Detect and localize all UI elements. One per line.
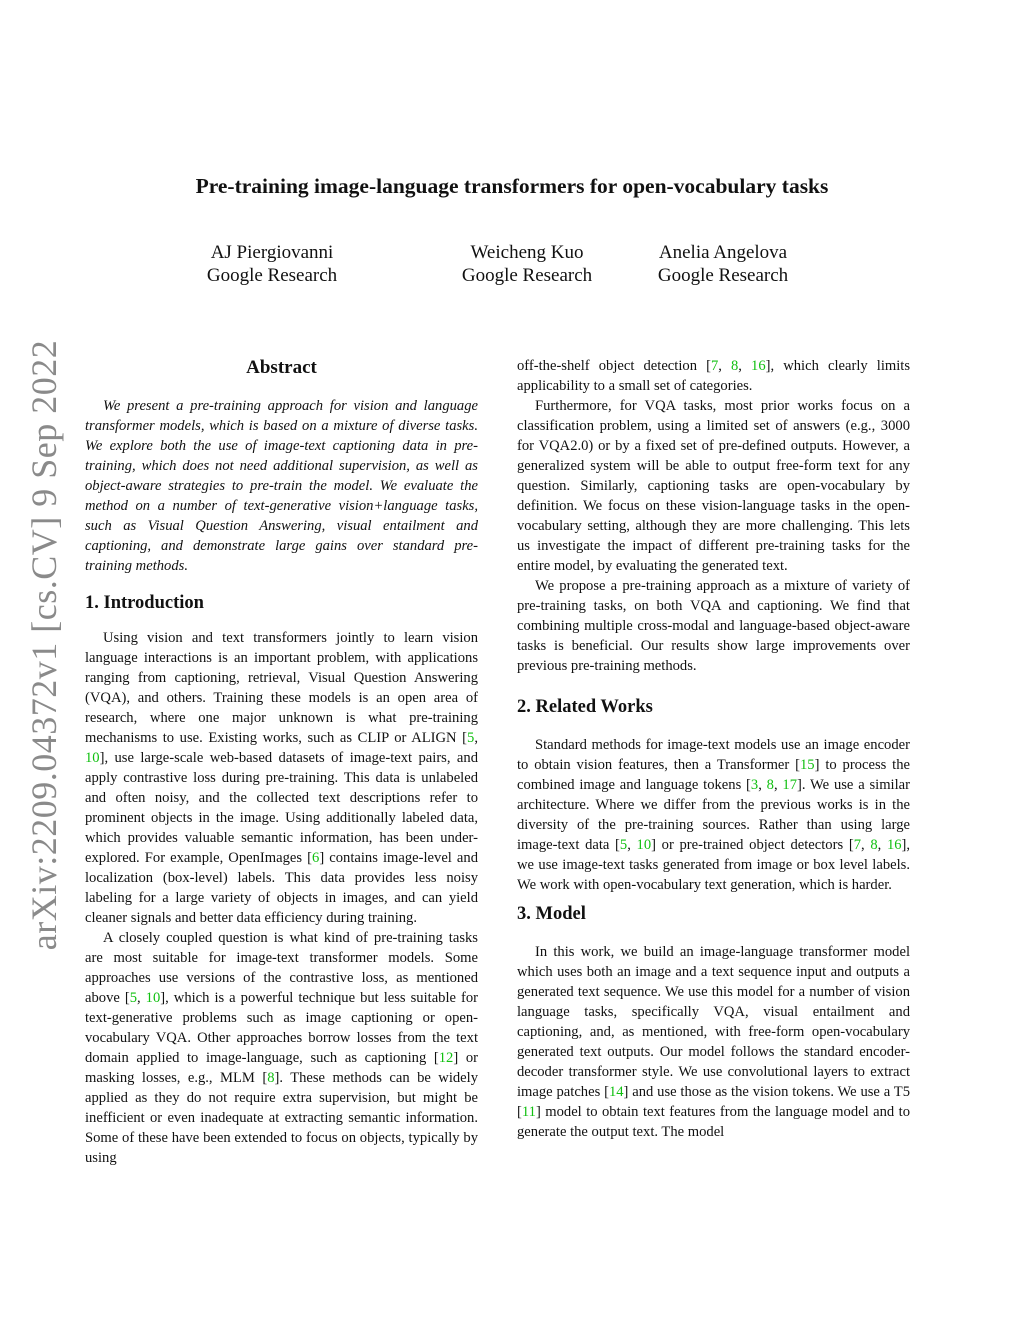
citation-link[interactable]: 8 — [730, 358, 739, 374]
citation-link[interactable]: 6 — [312, 850, 320, 866]
text-run: ] to process the combined image and language tokens [ — [517, 757, 910, 793]
text-run: ] or pre-trained object detectors [ — [651, 837, 854, 853]
author-affiliation: Google Research — [657, 265, 789, 286]
citation-link[interactable]: 16 — [751, 358, 766, 374]
arxiv-identifier: arXiv:2209.04372v1 [cs.CV] 9 Sep 2022 — [24, 339, 65, 951]
intro-paragraph-2 — [85, 928, 478, 1168]
author-affiliation: Google Research — [461, 265, 593, 286]
citation-link[interactable]: 11 — [521, 1104, 536, 1120]
text-run: ], which clearly limits applicability to a small set of categories. — [517, 358, 911, 394]
text-run: ], which is a powerful technique but less suitable for text-generative problems such as image captioning or open-vocabulary VQA. Other approaches borrow losses from the text domain applied to image-language, such as captioning [ — [85, 990, 479, 1066]
intro-paragraph-4: Furthermore, for VQA tasks, most prior works focus on a classification problem, using a limited set of answers (e.g., 3000 for VQA2.0) or by a fixed set of pre-defined outputs. However, a generalized system will be able to output free-form text for any question. Similarly, captioning tasks are open-vocabulary by definition. We focus on these vision-language tasks in the open-vocabulary setting, although they are more challenging. This lets us investigate the impact of different pre-training tasks for the entire model, by evaluating the generated text. — [517, 398, 910, 574]
text-run: ]. We use a similar architecture. Where we differ from the previous works is in the diversity of the pre-training sources. Rather than using large image-text data [ — [517, 777, 911, 853]
text-run: ] contains image-level and localization (box-level) labels. This data provides less noisy labeling for a large variety of objects in images, and can yield cleaner signals and better data efficiency during training. — [85, 850, 479, 926]
author-block — [172, 241, 372, 287]
citation-link[interactable]: 3 — [750, 777, 759, 793]
text-run: , — [738, 358, 752, 374]
author-name: Weicheng Kuo — [470, 242, 584, 263]
text-run: A closely coupled question is what kind of pre-training tasks are most suitable for image-text transformer models. Some approaches use versions of the contrastive loss, as mentioned above [ — [85, 930, 478, 1006]
intro-paragraph-5: We propose a pre-training approach as a mixture of variety of pre-training tasks, on both VQA and captioning. We find that combining multiple cross-modal and language-based object-aware tasks is beneficial. Our results show large improvements over previous pre-training methods. — [517, 578, 910, 674]
citation-link[interactable]: 15 — [800, 757, 815, 773]
text-run: ] model to obtain text features from the language model and to generate the output text. The model — [517, 1104, 910, 1140]
right-column — [517, 356, 910, 1142]
author-name: Anelia Angelova — [658, 242, 788, 263]
abstract-text: We present a pre-training approach for vision and language transformer models, which is based on a mixture of diverse tasks. We explore both the use of image-text captioning data in pre-training, which does not need additional supervision, as well as object-aware strategies to pre-train the model. We evaluate the method on a number of text-generative vision+language tasks, such as Visual Question Answering, visual entailment and captioning, and demonstrate large gains over standard pre-training methods. — [85, 398, 478, 574]
author-affiliation: Google Research — [206, 265, 338, 286]
text-run: , — [718, 358, 731, 374]
text-run: , — [474, 730, 478, 746]
citation-link[interactable]: 10 — [145, 990, 161, 1006]
paper-title: Pre-training image-language transformers for open-vocabulary tasks — [195, 174, 829, 198]
citation-link[interactable]: 5 — [467, 730, 475, 746]
citation-link[interactable]: 8 — [766, 777, 774, 793]
citation-link[interactable]: 10 — [85, 750, 100, 766]
section-heading-introduction: 1. Introduction — [85, 593, 204, 613]
text-run: off-the-shelf object detection [ — [517, 358, 711, 374]
text-run: ]. These methods can be widely applied as they do not require extra supervision, but might be inefficient or even inadequate at extracting semantic information. Some of these have been extended to focus on objects, typically by using — [85, 1070, 479, 1166]
citation-link[interactable]: 7 — [710, 358, 719, 374]
left-column — [85, 356, 478, 1168]
text-run: , — [627, 837, 637, 853]
author-name: AJ Piergiovanni — [210, 242, 334, 263]
section-heading-related-works: 2. Related Works — [517, 697, 653, 717]
citation-link[interactable]: 10 — [636, 837, 652, 853]
author-block — [427, 241, 627, 287]
citation-link[interactable]: 8 — [870, 837, 878, 853]
citation-link[interactable]: 12 — [438, 1050, 454, 1066]
citation-link[interactable]: 16 — [886, 837, 902, 853]
section-heading-model: 3. Model — [517, 904, 586, 924]
citation-link[interactable]: 17 — [782, 777, 798, 793]
text-run: ], we use image-text tasks generated from image or box level labels. We work with open-vocabulary text generation, which is harder. — [517, 837, 911, 893]
model-paragraph-1 — [517, 942, 910, 1142]
text-run: Using vision and text transformers jointly to learn vision language interactions is an important problem, with applications ranging from captioning, retrieval, Visual Question Answering (VQA), and others. Training these models is an open area of research, where one major unknown is what pre-training mechanisms to use. Existing works, such as CLIP or ALIGN [ — [85, 630, 478, 746]
text-run: , — [877, 837, 887, 853]
intro-paragraph-continued — [517, 356, 910, 396]
abstract-heading: Abstract — [246, 357, 317, 378]
citation-link[interactable]: 7 — [853, 837, 861, 853]
text-run: , — [758, 777, 767, 793]
text-run: , — [773, 777, 783, 793]
citation-link[interactable]: 14 — [608, 1084, 624, 1100]
text-run: , — [137, 990, 146, 1006]
citation-link[interactable]: 5 — [619, 837, 628, 853]
citation-link[interactable]: 8 — [267, 1070, 275, 1086]
intro-paragraph-1 — [85, 628, 478, 928]
text-run: In this work, we build an image-language transformer model which uses both an image and a text sequence input and outputs a generated text sequence. We use this model for a number of vision language tasks, specifically VQA, visual entailment and captioning, and, as mentioned, with free-form open-vocabulary generated text outputs. Our model follows the standard encoder-decoder transformer style. We use convolutional layers to extract image patches [ — [517, 944, 910, 1100]
citation-link[interactable]: 5 — [129, 990, 138, 1006]
text-run: , — [860, 837, 871, 853]
text-run: ] or masking losses, e.g., MLM [ — [85, 1050, 478, 1086]
text-run: ], use large-scale web-based datasets of image-text pairs, and apply contrastive loss during pre-training. This data is unlabeled and often noisy, and the collected text descriptions refer to prominent objects in the image. Using additionally labeled data, which provides valuable semantic information, has been under-explored. For example, OpenImages [ — [85, 750, 478, 866]
author-block — [623, 241, 823, 287]
text-run: ] and use those as the vision tokens. We use a T5 [ — [517, 1084, 911, 1120]
arxiv-sidebar-stamp — [20, 339, 68, 951]
related-paragraph-1 — [517, 735, 910, 895]
text-run: Standard methods for image-text models use an image encoder to obtain vision features, then a Transformer [ — [517, 737, 910, 773]
